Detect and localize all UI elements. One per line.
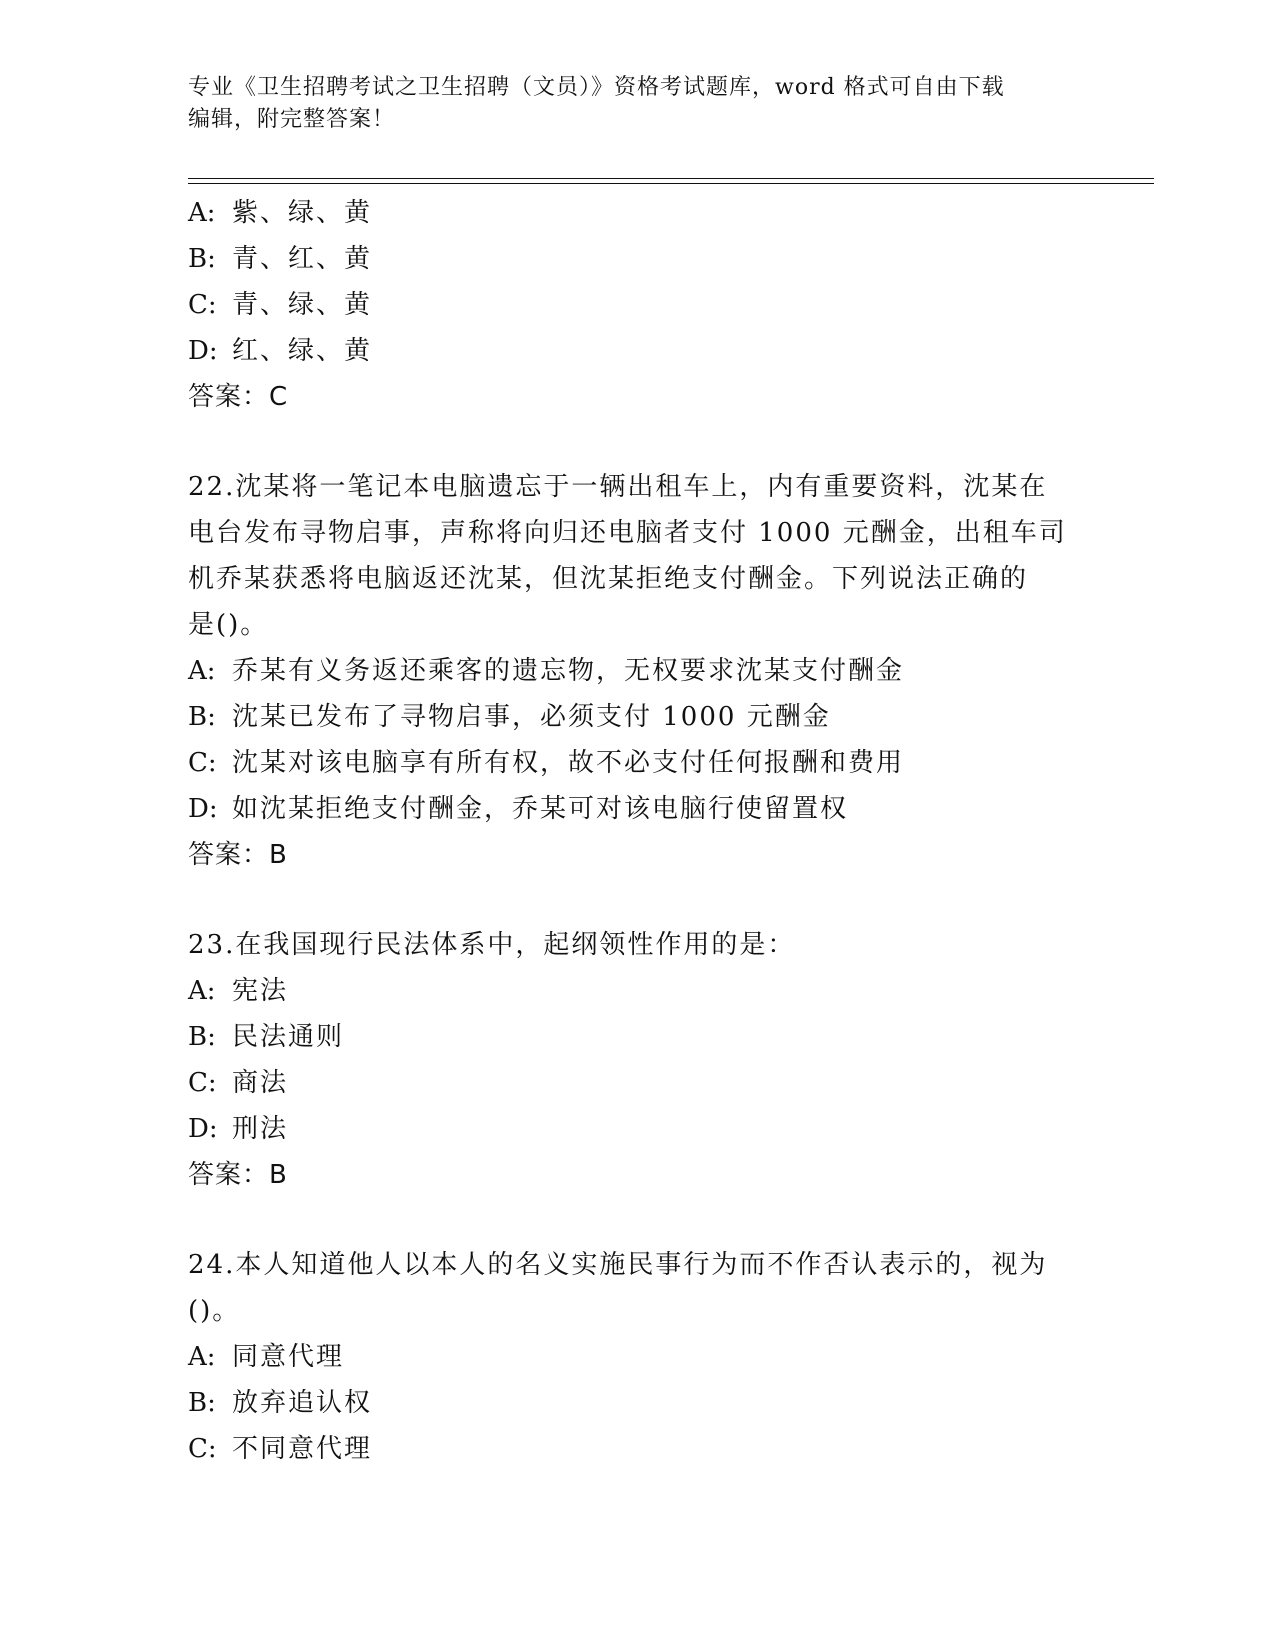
- option-a: [188, 1334, 1078, 1380]
- option-text: 放弃追认权: [232, 1388, 373, 1418]
- option-letter: A:: [188, 656, 216, 686]
- option-letter: A:: [188, 198, 216, 228]
- option-letter: B:: [188, 244, 216, 274]
- option-b: [188, 694, 1078, 740]
- option-a: [188, 968, 1078, 1014]
- option-text: 红、绿、黄: [232, 336, 373, 366]
- question-22: [188, 464, 1078, 878]
- header-line-2: 编辑，附完整答案！: [188, 107, 396, 132]
- answer-line: 答案：B: [188, 1160, 288, 1190]
- document-header: [188, 72, 1088, 136]
- answer-line: 答案：C: [188, 382, 289, 412]
- option-letter: C:: [188, 748, 217, 778]
- option-d: [188, 1106, 1078, 1152]
- option-text: 民法通则: [232, 1022, 345, 1052]
- question-stem-line: 23.在我国现行民法体系中，起纲领性作用的是：: [188, 930, 796, 960]
- question-stem-line: 22.沈某将一笔记本电脑遗忘于一辆出租车上，内有重要资料，沈某在: [188, 472, 1048, 502]
- option-c: [188, 1060, 1078, 1106]
- question-21: [188, 190, 1078, 420]
- option-text: 商法: [232, 1068, 289, 1098]
- spacer: [188, 878, 1078, 922]
- question-23: [188, 922, 1078, 1198]
- option-letter: B:: [188, 1022, 216, 1052]
- option-letter: B:: [188, 1388, 216, 1418]
- option-text: 青、绿、黄: [232, 290, 373, 320]
- option-a: [188, 648, 1078, 694]
- option-letter: A:: [188, 976, 216, 1006]
- option-text: 紫、绿、黄: [232, 198, 373, 228]
- question-stem-line: 是()。: [188, 610, 269, 640]
- option-letter: D:: [188, 794, 218, 824]
- option-text: 同意代理: [232, 1342, 345, 1372]
- option-c: [188, 740, 1078, 786]
- header-divider-double: [188, 183, 1154, 184]
- header-line-1: 专业《卫生招聘考试之卫生招聘（文员）》资格考试题库，word 格式可自由下载: [188, 75, 1005, 100]
- question-stem-line: 电台发布寻物启事，声称将向归还电脑者支付 1000 元酬金，出租车司: [188, 518, 1067, 548]
- option-letter: D:: [188, 336, 218, 366]
- option-letter: D:: [188, 1114, 218, 1144]
- answer-line: 答案：B: [188, 840, 288, 870]
- option-b: [188, 1380, 1078, 1426]
- option-letter: B:: [188, 702, 216, 732]
- question-stem-line: 机乔某获悉将电脑返还沈某，但沈某拒绝支付酬金。下列说法正确的: [188, 564, 1029, 594]
- option-d: [188, 328, 1078, 374]
- option-text: 沈某已发布了寻物启事，必须支付 1000 元酬金: [232, 702, 831, 732]
- spacer: [188, 1198, 1078, 1242]
- question-stem-line: 24.本人知道他人以本人的名义实施民事行为而不作否认表示的，视为: [188, 1250, 1048, 1280]
- option-b: [188, 236, 1078, 282]
- option-text: 刑法: [232, 1114, 289, 1144]
- option-text: 沈某对该电脑享有所有权，故不必支付任何报酬和费用: [232, 748, 905, 778]
- question-content: [188, 190, 1078, 1472]
- option-letter: C:: [188, 1434, 217, 1464]
- question-24: [188, 1242, 1078, 1472]
- question-stem-line: ()。: [188, 1296, 241, 1326]
- option-text: 青、红、黄: [232, 244, 373, 274]
- header-divider: [188, 178, 1154, 179]
- option-c: [188, 282, 1078, 328]
- option-letter: C:: [188, 290, 217, 320]
- option-text: 如沈某拒绝支付酬金，乔某可对该电脑行使留置权: [232, 794, 849, 824]
- option-text: 乔某有义务返还乘客的遗忘物，无权要求沈某支付酬金: [232, 656, 905, 686]
- option-letter: C:: [188, 1068, 217, 1098]
- option-text: 宪法: [232, 976, 289, 1006]
- option-d: [188, 786, 1078, 832]
- option-text: 不同意代理: [232, 1434, 373, 1464]
- option-a: [188, 190, 1078, 236]
- option-b: [188, 1014, 1078, 1060]
- option-c: [188, 1426, 1078, 1472]
- spacer: [188, 420, 1078, 464]
- option-letter: A:: [188, 1342, 216, 1372]
